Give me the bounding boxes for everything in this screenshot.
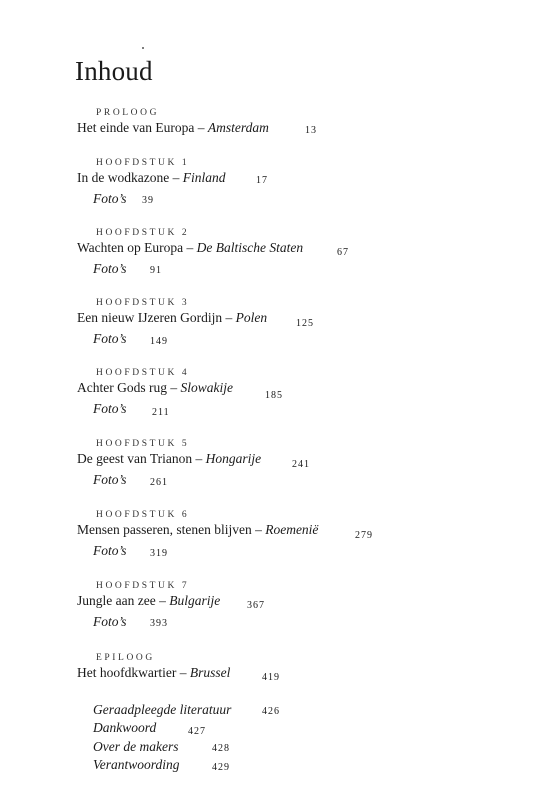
page-number: 125 <box>296 318 314 329</box>
section-title: Mensen passeren, stenen blijven – Roemenië <box>77 522 319 537</box>
page-number: 13 <box>305 125 317 136</box>
photos-page-number: 319 <box>150 548 168 559</box>
section-label: HOOFDSTUK 3 <box>96 298 190 308</box>
back-matter-title: Over de makers <box>93 739 179 754</box>
page-mark <box>142 47 144 49</box>
photos-entry: Foto’s <box>93 472 127 487</box>
page-number: 67 <box>337 247 349 258</box>
section-label: HOOFDSTUK 6 <box>96 510 190 520</box>
section-place: Amsterdam <box>207 120 269 135</box>
page-number: 419 <box>262 672 280 683</box>
section-label: HOOFDSTUK 5 <box>96 439 190 449</box>
photos-entry: Foto’s <box>93 401 127 416</box>
section-title: Het einde van Europa – Amsterdam <box>77 120 269 135</box>
photos-page-number: 211 <box>152 407 170 418</box>
section-place: Hongarije <box>205 451 262 466</box>
back-matter-title: Dankwoord <box>93 720 157 735</box>
back-matter-page-number: 427 <box>188 726 206 737</box>
section-label: EPILOOG <box>96 653 155 663</box>
section-label: HOOFDSTUK 4 <box>96 368 190 378</box>
section-title: Achter Gods rug – Slowakije <box>77 380 233 395</box>
photos-page-number: 393 <box>150 618 168 629</box>
page-number: 185 <box>265 390 283 401</box>
photos-entry: Foto’s <box>93 261 127 276</box>
section-title: Wachten op Europa – De Baltische Staten <box>77 240 304 255</box>
photos-entry: Foto’s <box>93 543 127 558</box>
section-place: Roemenië <box>265 522 319 537</box>
back-matter-page-number: 429 <box>212 762 230 773</box>
section-place: Finland <box>182 170 226 185</box>
section-place: Slowakije <box>180 380 233 395</box>
photos-page-number: 261 <box>150 477 168 488</box>
section-place: Polen <box>235 310 268 325</box>
photos-page-number: 91 <box>150 265 162 276</box>
photos-entry: Foto’s <box>93 331 127 346</box>
back-matter-title: Verantwoording <box>93 757 180 772</box>
section-title: Het hoofdkwartier – Brussel <box>77 665 231 680</box>
page-title: Inhoud <box>75 56 153 86</box>
section-place: Bulgarije <box>169 593 221 608</box>
page-number: 17 <box>256 175 268 186</box>
photos-page-number: 149 <box>150 336 168 347</box>
section-title: In de wodkazone – Finland <box>77 170 226 185</box>
photos-entry: Foto’s <box>93 614 127 629</box>
back-matter-page-number: 428 <box>212 743 230 754</box>
photos-entry: Foto’s <box>93 191 127 206</box>
section-title: Een nieuw IJzeren Gordijn – Polen <box>77 310 268 325</box>
section-title: De geest van Trianon – Hongarije <box>77 451 262 466</box>
page-number: 241 <box>292 459 310 470</box>
section-label: PROLOOG <box>96 108 160 118</box>
back-matter-page-number: 426 <box>262 706 280 717</box>
section-label: HOOFDSTUK 2 <box>96 228 190 238</box>
section-place: Brussel <box>189 665 231 680</box>
section-title: Jungle aan zee – Bulgarije <box>77 593 221 608</box>
page-number: 279 <box>355 530 373 541</box>
photos-page-number: 39 <box>142 195 154 206</box>
back-matter-title: Geraadpleegde literatuur <box>93 702 232 717</box>
section-label: HOOFDSTUK 7 <box>96 581 190 591</box>
section-label: HOOFDSTUK 1 <box>96 158 190 168</box>
page-number: 367 <box>247 600 265 611</box>
section-place: De Baltische Staten <box>196 240 304 255</box>
